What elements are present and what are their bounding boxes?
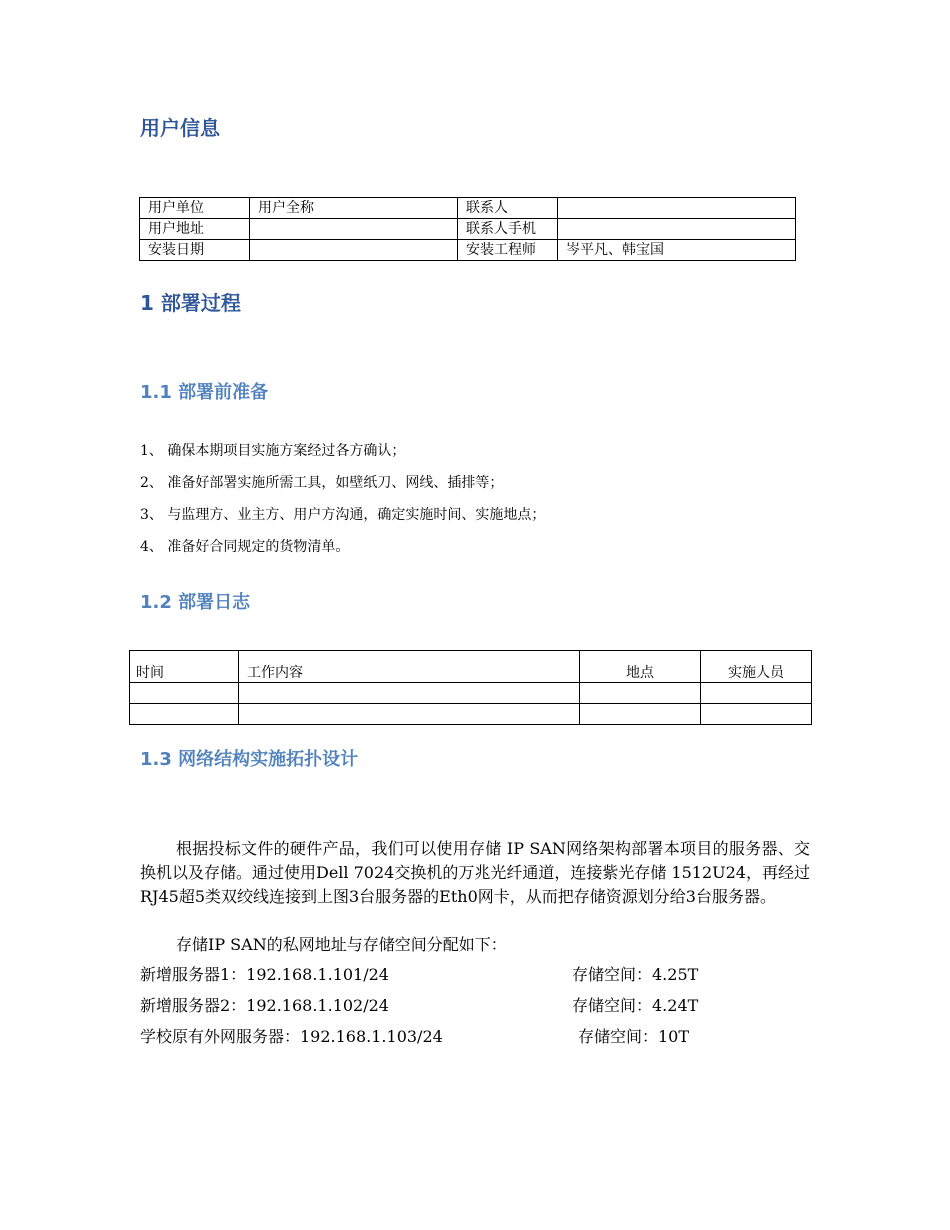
- column-header-time: 时间: [130, 651, 239, 683]
- table-cell: [701, 704, 812, 725]
- table-row: [130, 704, 812, 725]
- server-allocation-row: [140, 1025, 690, 1049]
- table-cell: [130, 683, 239, 704]
- table-header-row: [130, 651, 812, 683]
- table-cell: 岑平凡、韩宝国: [558, 240, 796, 261]
- server-address: 学校原有外网服务器：192.168.1.103/24: [140, 1027, 443, 1046]
- table-row: [140, 240, 796, 261]
- table-cell: 联系人手机: [458, 219, 558, 240]
- storage-space: 存储空间：10T: [578, 1027, 690, 1046]
- table-cell: [250, 219, 458, 240]
- storage-space: 存储空间：4.25T: [572, 965, 699, 984]
- section-1-2-title: 1.2 部署日志: [140, 592, 251, 613]
- table-cell: [239, 704, 580, 725]
- deployment-log-table: [129, 650, 812, 725]
- section-1-3-title: 1.3 网络结构实施拓扑设计: [140, 749, 359, 770]
- topology-description: 根据投标文件的硬件产品，我们可以使用存储 IP SAN网络架构部署本项目的服务器、交换机以及存储。通过使用Dell 7024交换机的万兆光纤通道，连接紫光存储 1512U24，再经过RJ45超5类双绞线连接到上图3台服务器的Eth0网卡，从而把存储资源划分给3台服务器。: [140, 839, 810, 906]
- table-cell: [558, 198, 796, 219]
- column-header-personnel: 实施人员: [701, 651, 812, 683]
- section-1-1-title: 1.1 部署前准备: [140, 382, 269, 403]
- table-cell: 安装日期: [140, 240, 250, 261]
- server-allocation-row: [140, 963, 699, 987]
- user-info-title: 用户信息: [140, 116, 220, 140]
- server-allocation-row: [140, 994, 699, 1018]
- table-cell: [130, 704, 239, 725]
- section-1-title: 1 部署过程: [140, 291, 241, 315]
- table-row: [130, 683, 812, 704]
- table-cell: [580, 683, 701, 704]
- preparation-list: [140, 438, 545, 566]
- table-cell: [250, 240, 458, 261]
- table-row: [140, 219, 796, 240]
- user-info-table: [139, 197, 796, 261]
- table-cell: [558, 219, 796, 240]
- table-cell: 安装工程师: [458, 240, 558, 261]
- table-cell: 联系人: [458, 198, 558, 219]
- allocation-intro: 存储IP SAN的私网地址与存储空间分配如下：: [176, 935, 507, 954]
- column-header-content: 工作内容: [239, 651, 580, 683]
- table-cell: 用户全称: [250, 198, 458, 219]
- server-address: 新增服务器1：192.168.1.101/24: [140, 965, 389, 984]
- table-row: [140, 198, 796, 219]
- table-cell: [580, 704, 701, 725]
- table-cell: [239, 683, 580, 704]
- table-cell: 用户单位: [140, 198, 250, 219]
- server-address: 新增服务器2：192.168.1.102/24: [140, 996, 389, 1015]
- list-item: 3、 与监理方、业主方、用户方沟通，确定实施时间、实施地点；: [140, 507, 546, 523]
- table-cell: [701, 683, 812, 704]
- list-item: 4、 准备好合同规定的货物清单。: [140, 539, 350, 555]
- list-item: 2、 准备好部署实施所需工具，如壁纸刀、网线、插排等；: [140, 475, 504, 491]
- column-header-location: 地点: [580, 651, 701, 683]
- list-item: 1、 确保本期项目实施方案经过各方确认；: [140, 443, 406, 459]
- storage-space: 存储空间：4.24T: [572, 996, 699, 1015]
- table-cell: 用户地址: [140, 219, 250, 240]
